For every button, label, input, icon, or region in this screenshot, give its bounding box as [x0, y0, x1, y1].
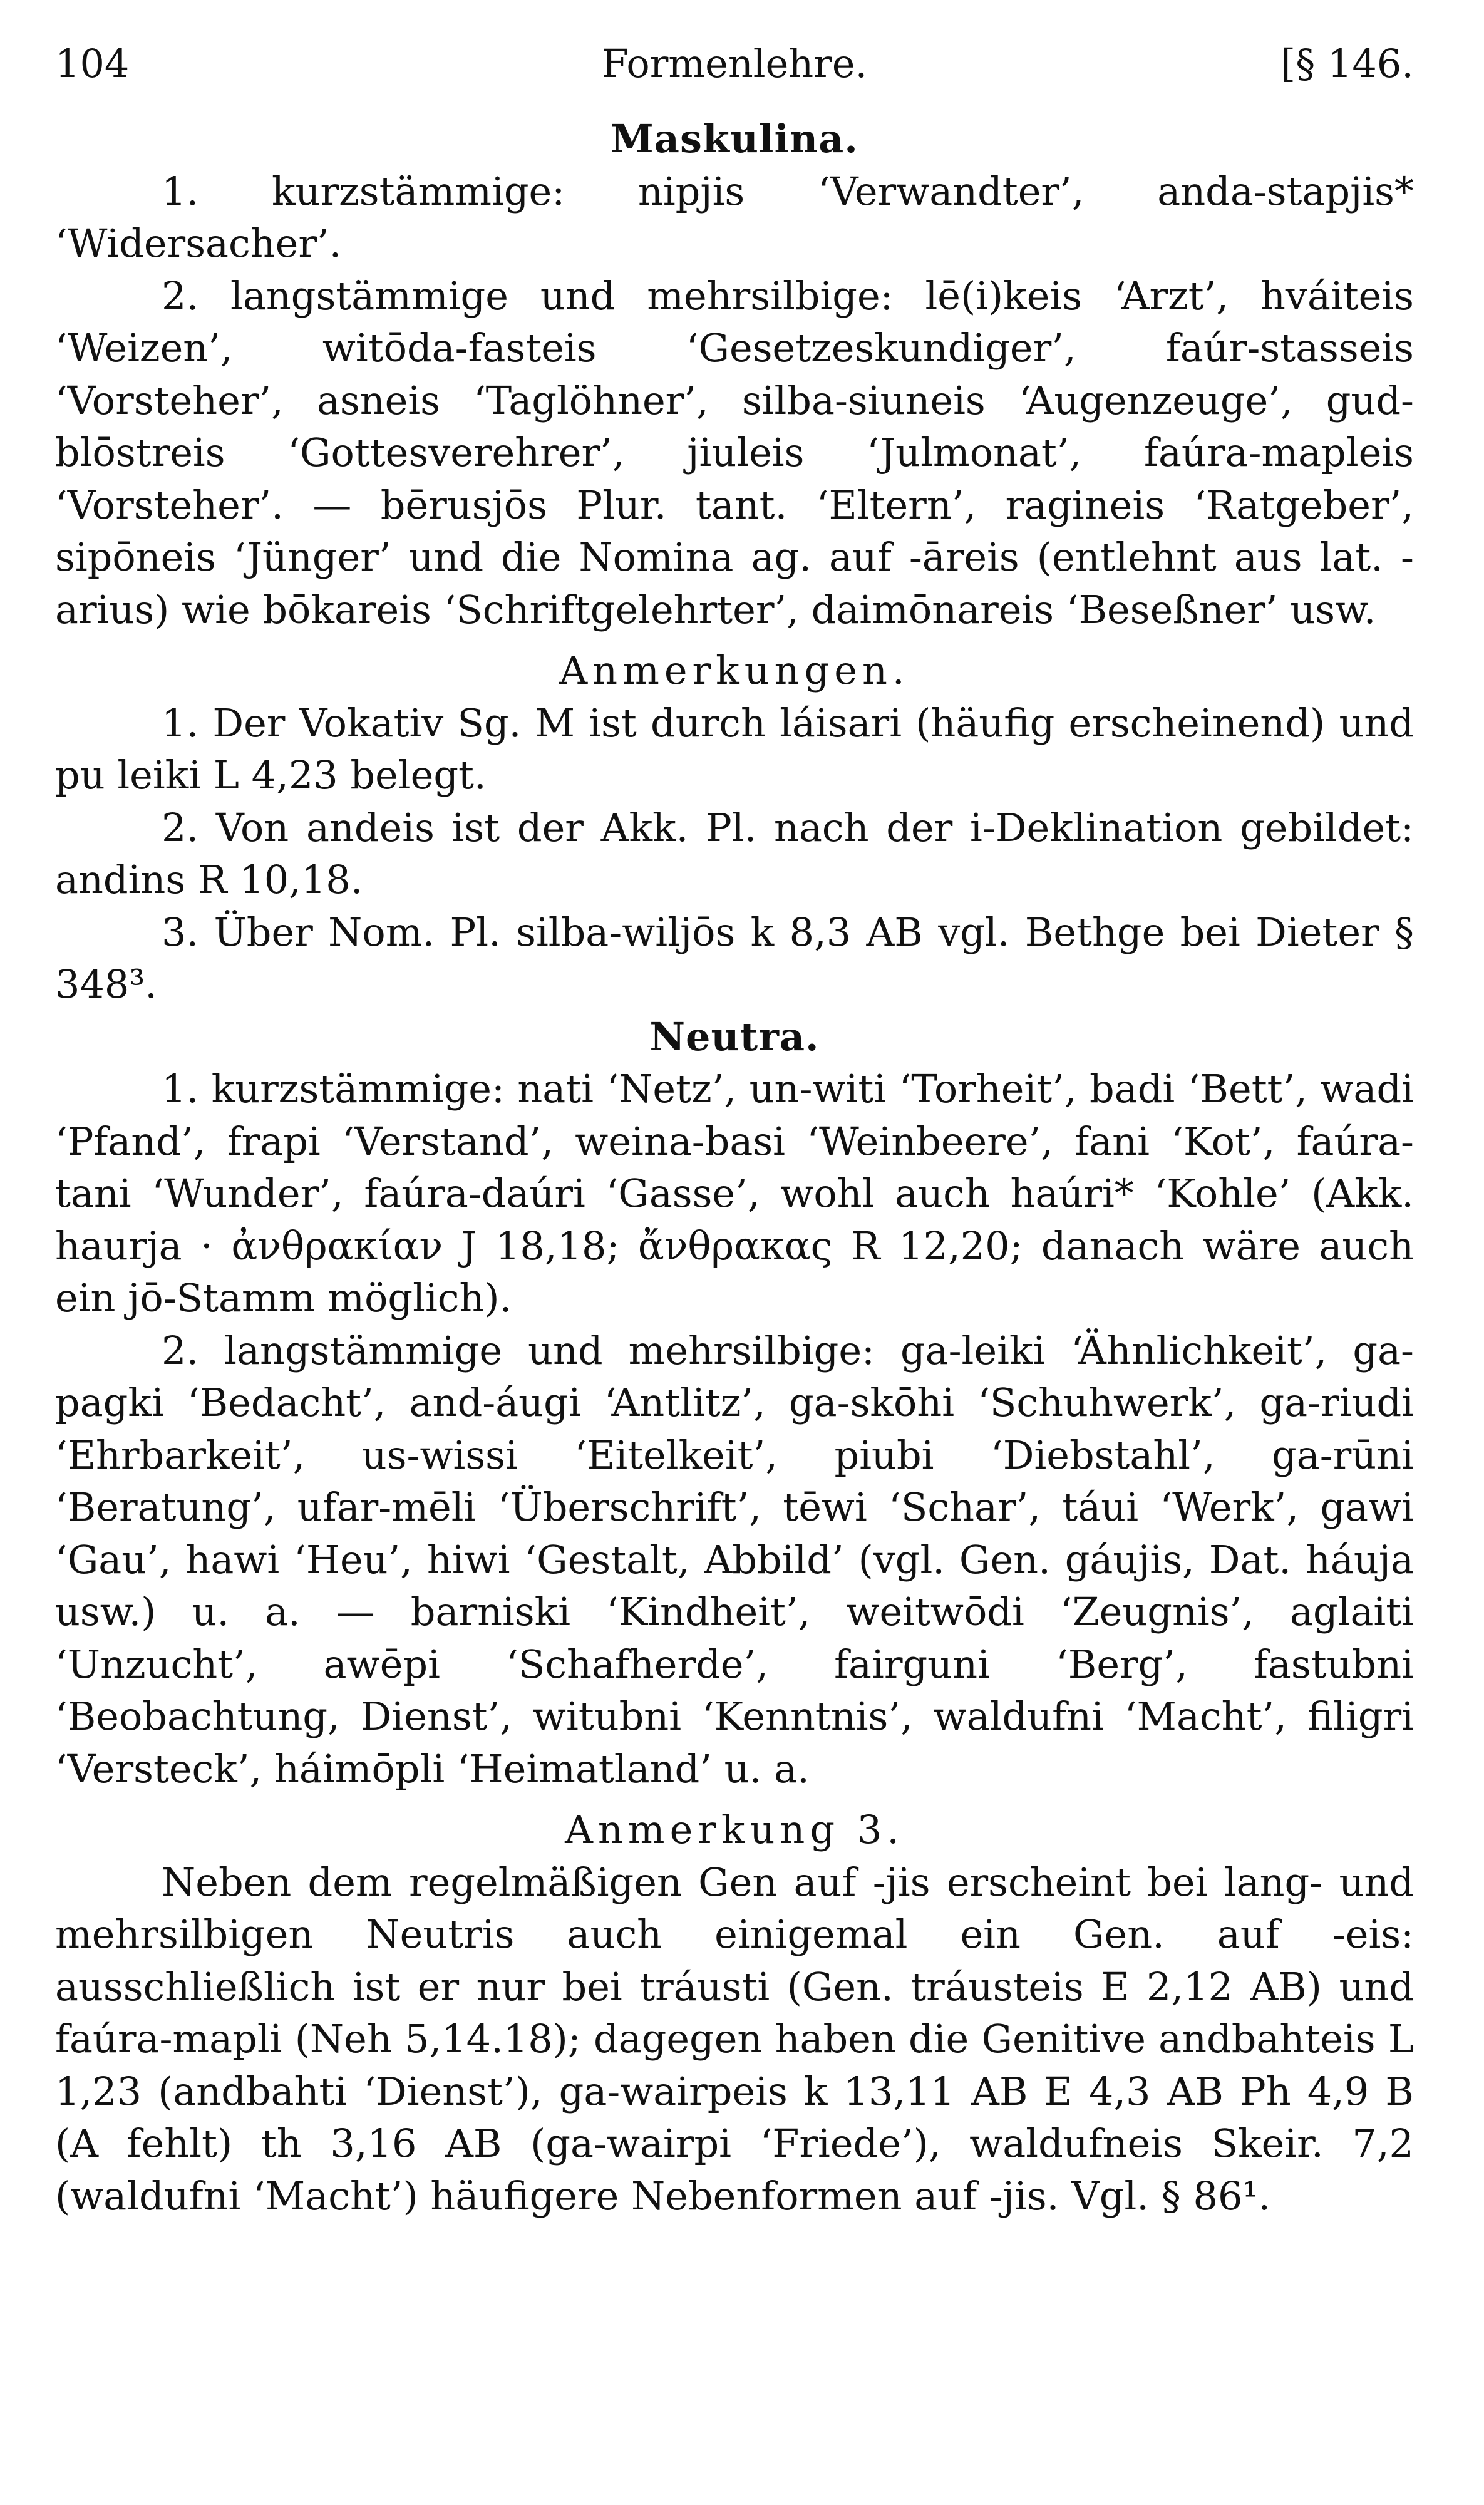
running-head — [55, 38, 1414, 90]
maskulina-heading: Maskulina. — [611, 116, 858, 162]
anmerkungen-heading: Anmerkungen. — [559, 648, 910, 693]
anmerkung-3-note: 3. Über Nom. Pl. silba-wiljōs k 8,3 AB vgl. Bethge bei Dieter § 348³. — [55, 909, 1414, 1007]
section-reference: [§ 146. — [1280, 41, 1414, 86]
anmerkung-3-paragraph: Neben dem regelmäßigen Gen auf -jis erscheint bei lang- und mehrsilbigen Neutris auch einigemal ein Gen. auf -eis: ausschließlich ist er nur bei tráusti (Gen. tráusteis E 2,12 AB) und faúra-mapli (Neh 5,14.18); dagegen haben die Genitive andbahteis L 1,23 (andbahti ‘Dienst’), ga-wairpeis k 13,11 AB E 4,3 AB Ph 4,9 B (A fehlt) th 3,16 AB (ga-wairpi ‘Friede’), waldufneis Skeir. 7,2 (waldufni ‘Macht’) häufigere Nebenformen auf -jis. Vgl. § 86¹. — [55, 1859, 1414, 2219]
maskulina-short-stem-paragraph: 1. kurzstämmige: nipjis ‘Verwandter’, anda-stapjis* ‘Widersacher’. — [55, 168, 1414, 266]
anmerkung-1: 1. Der Vokativ Sg. M ist durch láisari (häufig erscheinend) und pu leiki L 4,23 belegt. — [55, 700, 1414, 798]
anmerkung-2: 2. Von andeis ist der Akk. Pl. nach der i-Deklination gebildet: andins R 10,18. — [55, 804, 1414, 902]
book-page — [55, 38, 1414, 2222]
page-number: 104 — [55, 41, 130, 86]
neutra-long-stem-paragraph: 2. langstämmige und mehrsilbige: ga-leiki ‘Ähnlichkeit’, ga-pagki ‘Bedacht’, and-áugi ‘Antlitz’, ga-skōhi ‘Schuhwerk’, ga-riudi ‘Ehrbarkeit’, us-wissi ‘Eitelkeit’, piubi ‘Diebstahl’, ga-rūni ‘Beratung’, ufar-mēli ‘Überschrift’, tēwi ‘Schar’, táui ‘Werk’, gawi ‘Gau’, hawi ‘Heu’, hiwi ‘Gestalt, Abbild’ (vgl. Gen. gáujis, Dat. háuja usw.) u. a. — barniski ‘Kindheit’, weitwōdi ‘Zeugnis’, aglaiti ‘Unzucht’, awēpi ‘Schafherde’, fairguni ‘Berg’, fastubni ‘Beobachtung, Dienst’, witubni ‘Kenntnis’, waldufni ‘Macht’, filigri ‘Versteck’, háimōpli ‘Heimatland’ u. a. — [55, 1327, 1414, 1792]
maskulina-long-stem-paragraph: 2. langstämmige und mehrsilbige: lē(i)keis ‘Arzt’, hváiteis ‘Weizen’, witōda-fasteis ‘Gesetzeskundiger’, faúr-stasseis ‘Vorsteher’, asneis ‘Taglöhner’, silba-siuneis ‘Augenzeuge’, gud-blōstreis ‘Gottesverehrer’, jiuleis ‘Julmonat’, faúra-mapleis ‘Vorsteher’. — bērusjōs Plur. tant. ‘Eltern’, ragineis ‘Ratgeber’, sipōneis ‘Jünger’ und die Nomina ag. auf -āreis (entlehnt aus lat. -arius) wie bōkareis ‘Schriftgelehrter’, daimōnareis ‘Beseßner’ usw. — [55, 272, 1414, 633]
neutra-short-stem-paragraph: 1. kurzstämmige: nati ‘Netz’, un-witi ‘Torheit’, badi ‘Bett’, wadi ‘Pfand’, frapi ‘Verstand’, weina-basi ‘Weinbeere’, fani ‘Kot’, faúra-tani ‘Wunder’, faúra-daúri ‘Gasse’, wohl auch haúri* ‘Kohle’ (Akk. haurja · ἀνθρακίαν J 18,18; ἄνθρακας R 12,20; danach wäre auch ein jō-Stamm möglich). — [55, 1066, 1414, 1321]
anmerkung-3-heading: Anmerkung 3. — [565, 1807, 904, 1852]
running-title: Formenlehre. — [601, 41, 868, 86]
neutra-heading: Neutra. — [649, 1013, 820, 1060]
